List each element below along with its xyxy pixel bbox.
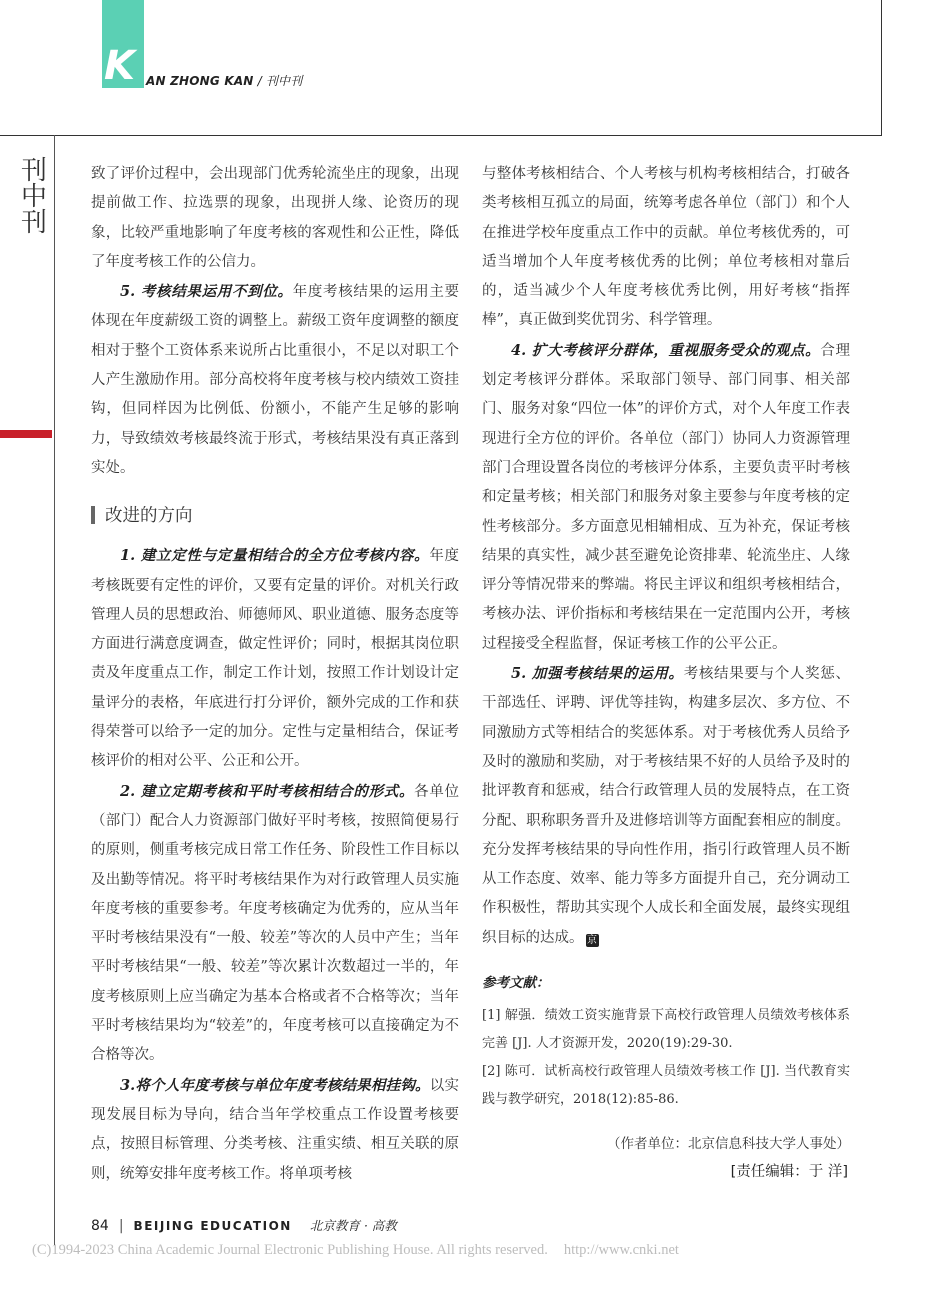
footer-separator: | [118,1218,124,1234]
problem-5-heading: 5. 考核结果运用不到位。 [120,283,293,301]
article-end-mark-icon: 京 [587,934,597,946]
side-section-label: 刊中刊 [20,156,47,238]
references-title: 参考文献： [482,975,550,992]
author-unit: （作者单位：北京信息科技大学人事处） [607,1136,850,1153]
paragraph-problem-5 [91,277,459,483]
measure-4-heading: 4. 扩大考核评分群体，重视服务受众的观点。 [511,341,821,359]
paragraph-measure-2 [91,777,459,1071]
reference-item: [1] 解强．绩效工资实施背景下高校行政管理人员绩效考核体系完善 [J]. 人才资源开发，2020(19):29-30. [482,1008,850,1052]
paragraph-measure-1 [91,541,459,776]
measure-4-body: 合理划定考核评分群体。采取部门领导、部门同事、相关部门、服务对象“四位一体”的评价方式，对个人年度工作表现进行全方位的评价。各单位（部门）协同人力资源管理部门合理设置各岗位的考核评分体系，主要负责平时考核和定量考核；相关部门和服务对象主要参与年度考核的定性考核部分。多方面意见相辅相成、互为补充，保证考核结果的真实性，减少甚至避免论资排辈、轮流坐庄、人缘评分等情况带来的弊端。将民主评议和组织考核相结合，考核办法、评价指标和考核结果在一定范围内公开，考核过程接受全程监督，保证考核工作的公平公正。 [482,342,851,652]
paragraph-continuation: 致了评价过程中，会出现部门优秀轮流坐庄的现象，出现提前做工作、拉选票的现象，出现拼人缘、论资历的现象，比较严重地影响了年度考核的客观性和公正性，降低了年度考核工作的公信力。 [91,166,459,270]
measure-1-body: 年度考核既要有定性的评价，又要有定量的评价。对机关行政管理人员的思想政治、师德师风、职业道德、服务态度等方面进行满意度调查，做定性评价；同时，根据其岗位职责及年度重点工作，制定工作计划，按照工作计划设计定量评分的表格，年底进行打分评价，额外完成的工作和获得荣誉可以给予一定的加分。定性与定量相结合，保证考核评价的相对公平、公正和公开。 [91,548,460,770]
measure-3-body: 以实现发展目标为导向，结合当年学校重点工作设置考核要点，按照目标管理、分类考核、注重实绩、相互关联的原则，统筹安排年度考核工作。将单项考核 [91,1077,460,1182]
footer-magazine-name: BEIJING EDUCATION [133,1219,292,1233]
header-divider [0,135,882,136]
measure-5-heading: 5. 加强考核结果的运用。 [511,665,684,683]
section-heading-text: 改进的方向 [105,506,193,527]
paragraph-measure-4 [482,336,850,659]
right-column [482,160,850,1186]
section-heading-bar [91,506,95,524]
paragraph-measure-3 [91,1071,459,1189]
footer-brand: 北京教育 · 高教 [309,1218,397,1233]
masthead-name-cn: 刊中刊 [265,74,303,88]
masthead-logo-letter: K [104,43,135,89]
margin-red-marker [0,430,52,438]
problem-5-body: 年度考核结果的运用主要体现在年度薪级工资的调整上。薪级工资年度调整的额度相对于整个工资体系来说所占比重很小，不足以对职工个人产生激励作用。部分高校将年度考核与校内绩效工资挂钩，但同样因为比例低、份额小，不能产生足够的影响力，导致绩效考核最终流于形式，考核结果没有真正落到实处。 [91,284,460,476]
page-footer [91,1216,397,1234]
margin-rule [54,135,55,1245]
left-column [91,160,459,1189]
masthead-title [146,72,302,89]
copyright-text: (C)1994-2023 China Academic Journal Electronic Publishing House. All rights reserved. [32,1242,548,1258]
measure-5-body: 考核结果要与个人奖惩、干部选任、评聘、评优等挂钩，构建多层次、多方位、不同激励方式等相结合的奖惩体系。对于考核优秀人员给予及时的激励和奖励，对于考核结果不好的人员给予及时的批评教育和惩戒，结合行政管理人员的发展特点，在工资分配、职称职务晋升及进修培训等方面配套相应的制度。充分发挥考核结果的导向性作用，指引行政管理人员不断从工作态度、效率、能力等多方面提升自己，充分调动工作积极性，帮助其实现个人成长和全面发展，最终实现组织目标的达成。 [482,666,851,946]
masthead-separator: / [257,74,262,88]
paragraph-measure-3-continued: 与整体考核相结合、个人考核与机构考核相结合，打破各类考核相互孤立的局面，统筹考虑各单位（部门）和个人在推进学校年度重点工作中的贡献。单位考核优秀的，可适当增加个人年度考核优秀的比例；单位考核相对靠后的，适当减少个人年度考核优秀比例，用好考核“指挥棒”，真正做到奖优罚劣、科学管理。 [482,166,850,329]
measure-2-heading: 2. 建立定期考核和平时考核相结合的形式。 [120,782,415,800]
paragraph-measure-5 [482,659,850,953]
responsible-editor: [责任编辑：于 洋] [730,1164,848,1181]
reference-item: [2] 陈可．试析高校行政管理人员绩效考核工作 [J]. 当代教育实践与教学研究，2018(12):85-86. [482,1064,850,1108]
measure-2-body: 各单位（部门）配合人力资源部门做好平时考核，按照简便易行的原则，侧重考核完成日常工作任务、阶段性工作目标以及出勤等情况。将平时考核结果作为对行政管理人员实施年度考核的重要参考。年度考核确定为优秀的，应从当年平时考核结果没有“一般、较差”等次的人员中产生；当年平时考核结果“一般、较差”等次累计次数超过一半的，年度考核原则上应当确定为基本合格或者不合格等次；当年平时考核结果均为“较差”的，年度考核可以直接确定为不合格等次。 [91,783,460,1064]
measure-3-heading: 3.将个人年度考核与单位年度考核结果相挂钩。 [120,1076,430,1094]
copyright-notice [32,1242,679,1259]
section-heading [91,503,459,529]
header-right-rule [881,0,882,136]
copyright-url[interactable]: http://www.cnki.net [563,1242,679,1258]
measure-1-heading: 1. 建立定性与定量相结合的全方位考核内容。 [120,547,430,565]
masthead-name-en: AN ZHONG KAN [146,74,254,88]
page-number: 84 [91,1218,109,1234]
